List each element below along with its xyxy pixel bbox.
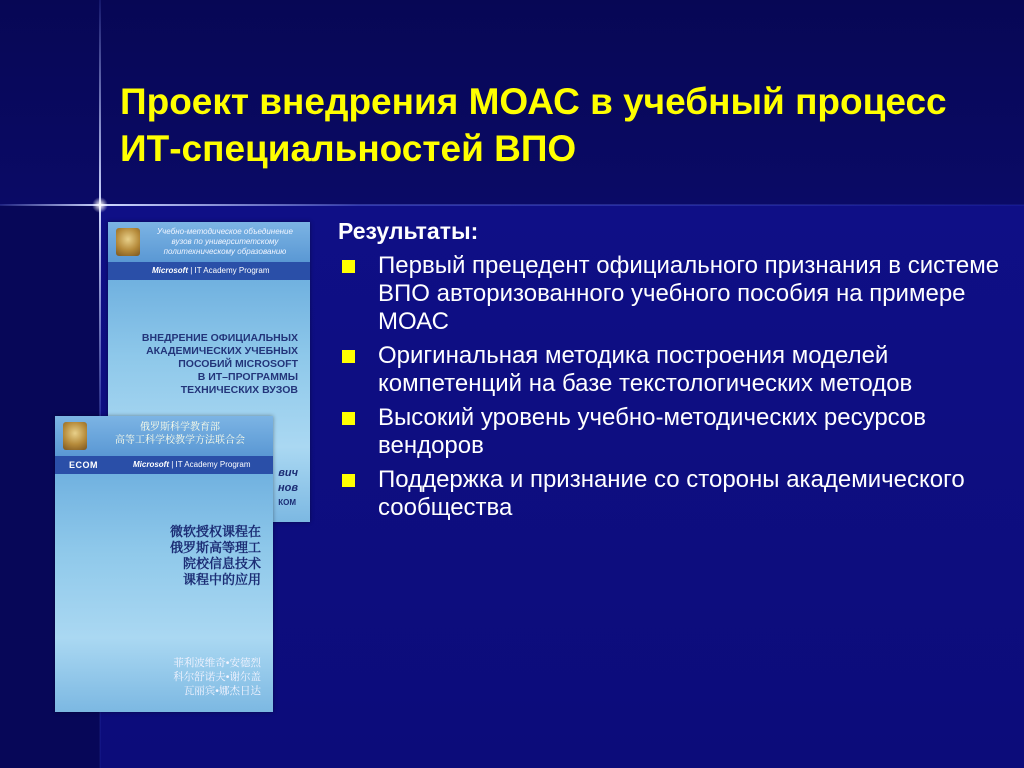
emblem-icon — [63, 422, 87, 450]
book-cover-chinese — [55, 416, 273, 712]
results-heading: Результаты: — [338, 218, 479, 244]
book-cover-header — [55, 416, 273, 456]
microsoft-logo: Microsoft — [133, 460, 169, 469]
program-name: IT Academy Program — [175, 460, 251, 469]
list-item — [340, 404, 1000, 460]
program-name: IT Academy Program — [194, 266, 270, 275]
results-list — [340, 252, 1000, 528]
book-title: ВНЕДРЕНИЕ ОФИЦИАЛЬНЫХ АКАДЕМИЧЕСКИХ УЧЕБНЫХ ПОСОБИЙ MICROSOFT В ИТ–ПРОГРАММЫ ТЕХНИЧЕСКИХ ВУЗОВ — [141, 332, 298, 396]
list-item — [340, 252, 1000, 336]
sparkle-icon — [92, 197, 108, 213]
ecom-logo: КОМ — [278, 498, 296, 507]
emblem-icon — [116, 228, 140, 256]
horizontal-divider — [0, 204, 1024, 206]
list-item — [340, 466, 1000, 522]
microsoft-logo: Microsoft — [152, 266, 188, 275]
square-bullet-icon — [342, 474, 355, 487]
list-item-text: Высокий уровень учебно-методических ресурсов вендоров — [378, 404, 927, 459]
book-program-bar: Microsoft | IT Academy Program — [108, 262, 310, 280]
list-item — [340, 342, 1000, 398]
square-bullet-icon — [342, 260, 355, 273]
list-item-text: Поддержка и признание со стороны академического сообщества — [378, 466, 965, 521]
slide-title: Проект внедрения МОАС в учебный процесс ИТ-специальностей ВПО — [120, 81, 947, 169]
book-program-bar: ECOM Microsoft | IT Academy Program — [55, 456, 273, 474]
book-authors: 菲利波维奇•安德烈 科尔舒诺夫•谢尔盖 瓦丽宾•娜杰日达 — [173, 657, 261, 697]
square-bullet-icon — [342, 350, 355, 363]
list-item-text: Оригинальная методика построения моделей компетенций на базе текстологических методов — [378, 342, 913, 397]
book-cover-header — [108, 222, 310, 262]
ecom-logo: ECOM — [69, 460, 98, 470]
book-publisher: Учебно-методическое объединение вузов по университетскому политехническому образованию — [157, 227, 293, 256]
book-authors: вич нов — [277, 467, 298, 494]
book-title: 微软授权课程在 俄罗斯高等理工 院校信息技术 课程中的应用 — [169, 524, 261, 587]
square-bullet-icon — [342, 412, 355, 425]
list-item-text: Первый прецедент официального признания в системе ВПО авторизованного учебного пособия на примере МОАС — [378, 252, 1000, 335]
book-publisher: 俄罗斯科学教育部 高等工科学校教学方法联合会 — [115, 422, 245, 446]
